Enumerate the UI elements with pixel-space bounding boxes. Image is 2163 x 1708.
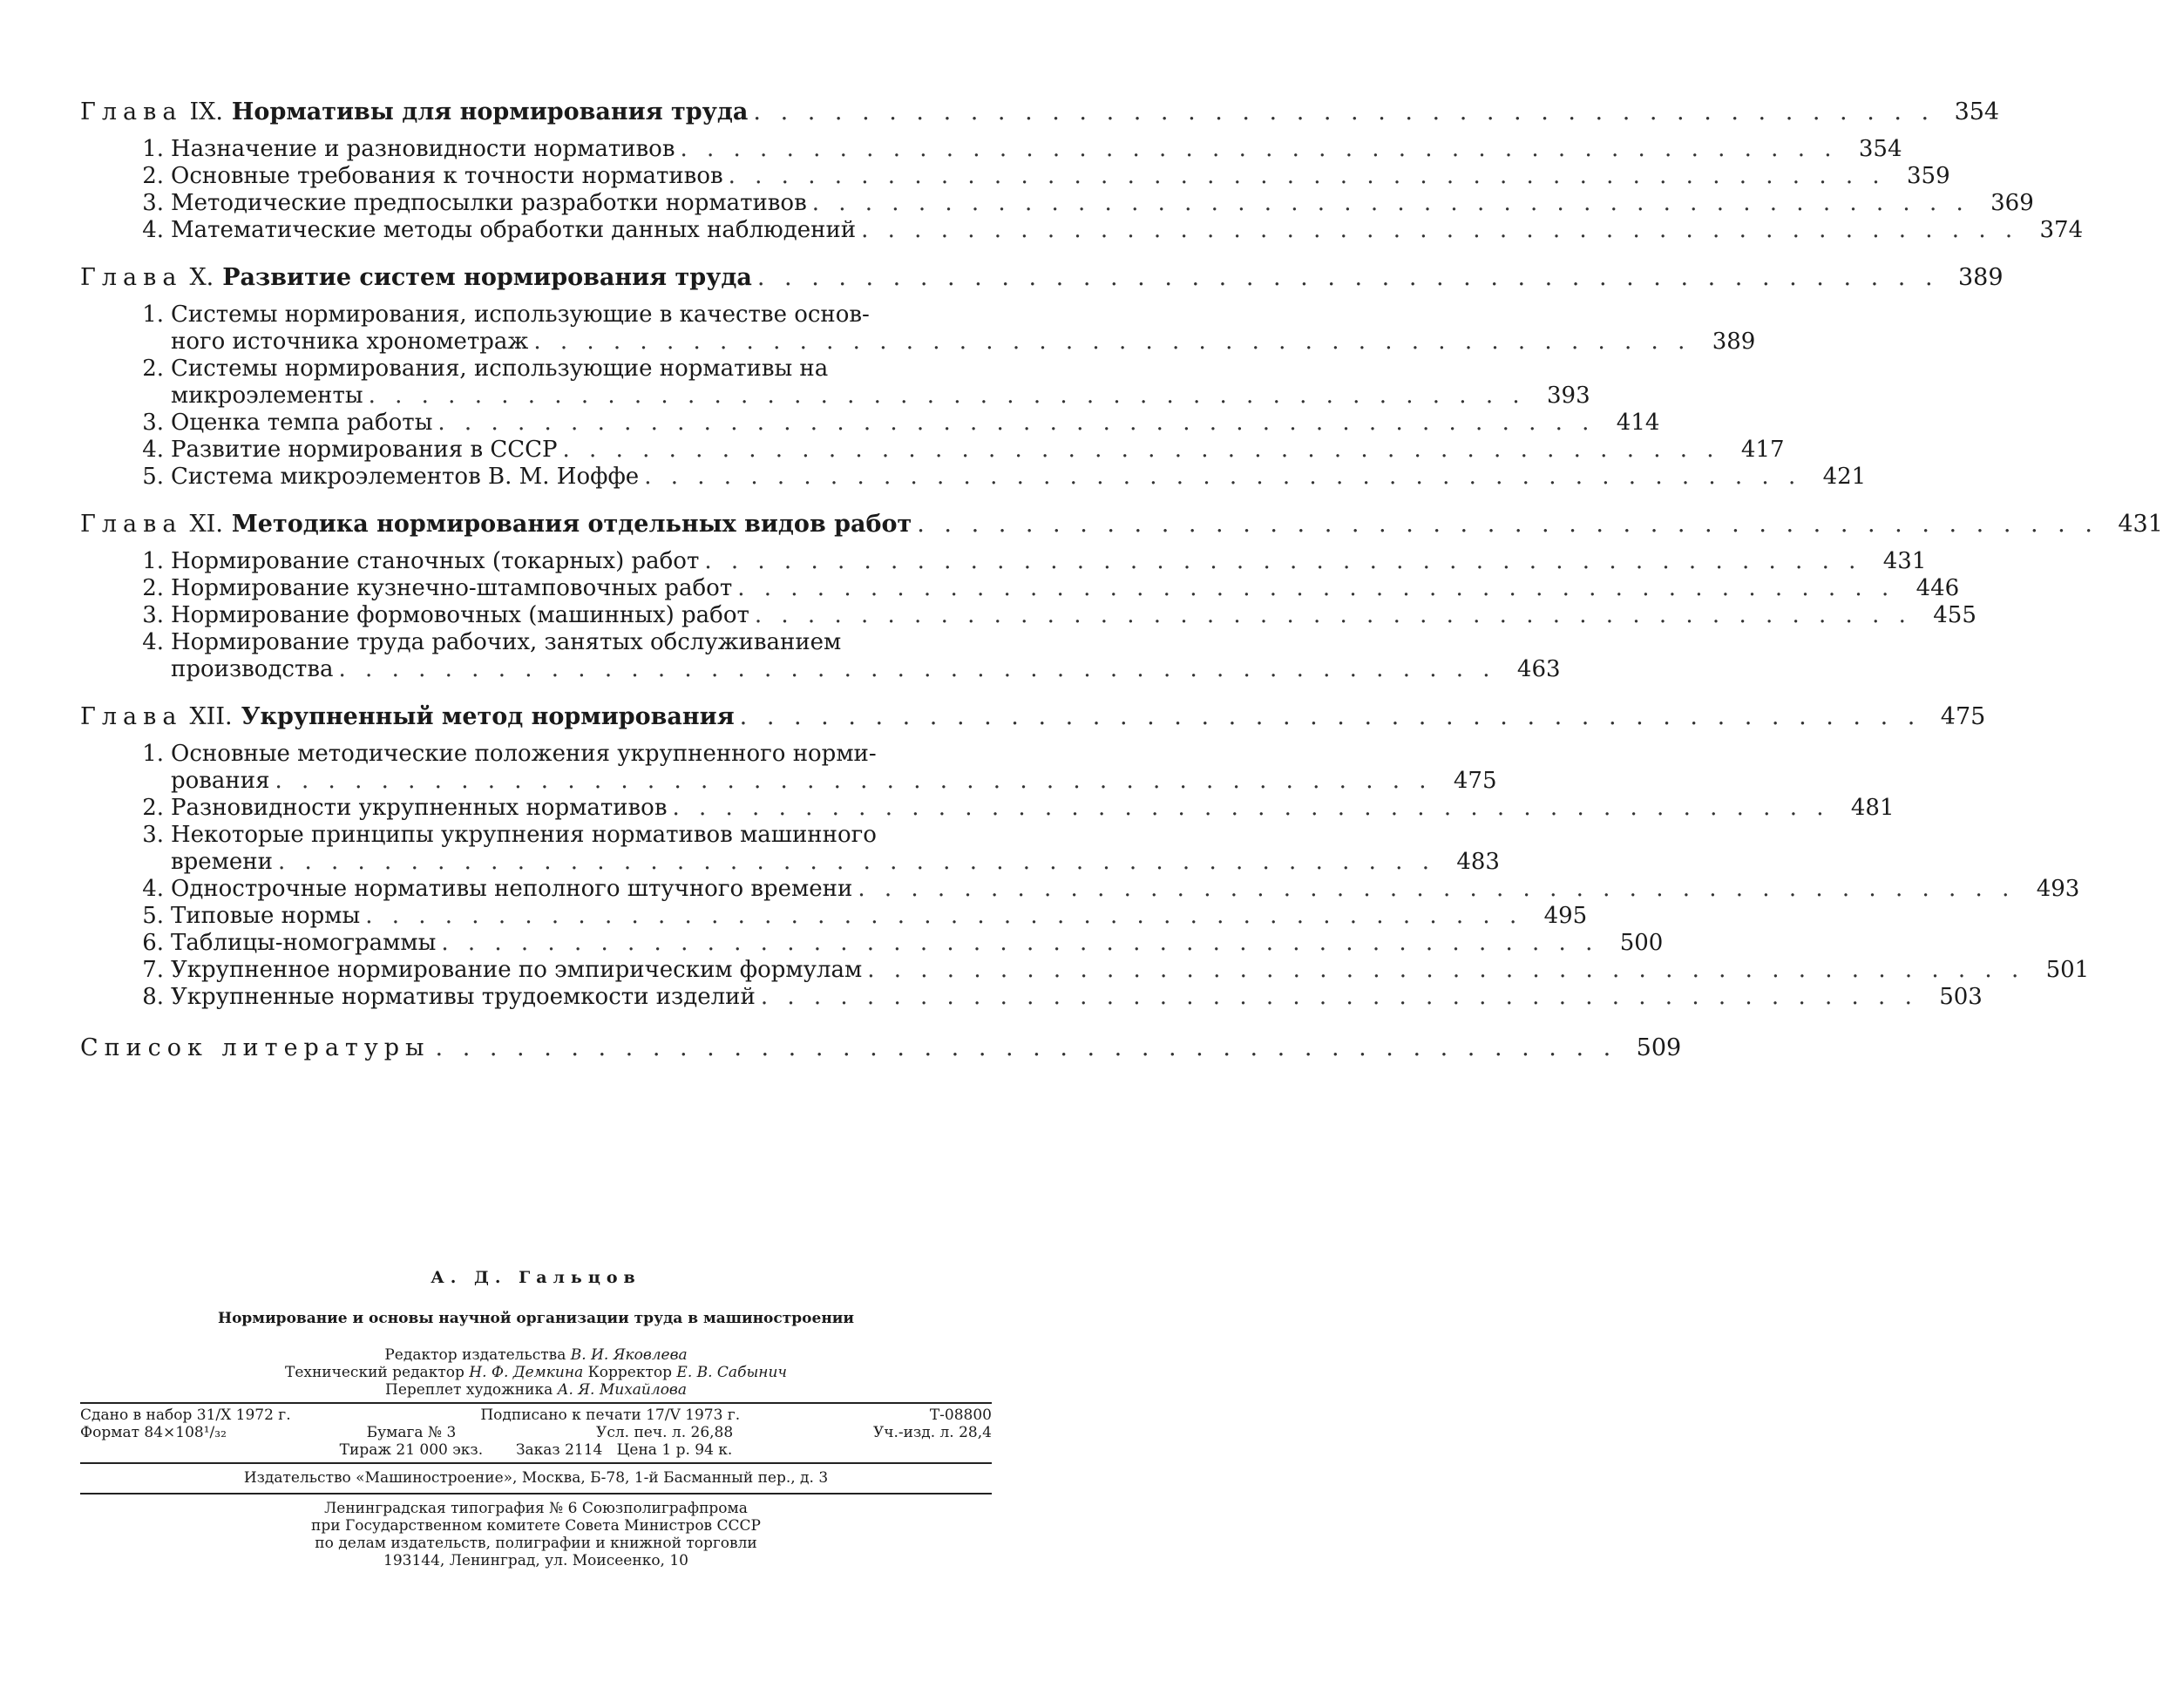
entry-text: Система микроэлементов В. М. Иоффе (171, 464, 640, 490)
toc-entry (80, 548, 1927, 575)
entry-first-line (80, 629, 992, 656)
entry-title (80, 548, 699, 575)
page-number: 389 (1712, 329, 1756, 355)
entry-title (80, 464, 639, 491)
dot-leader: . . . . . . . . . . . . . . . . . . . . . . . . . . . . . . . . . . . . . . . . . . . . (365, 903, 1523, 929)
entry-number: 3. (142, 822, 164, 848)
entry-text: Оценка темпа работы (171, 410, 433, 436)
page-number: 475 (1940, 703, 1986, 730)
entry-title (80, 957, 862, 984)
page-number: 500 (1619, 930, 1664, 956)
page-number: 501 (2045, 957, 2090, 983)
chapter-name: Методика нормирования отдельных видов работ (231, 511, 912, 538)
dot-leader: . . . . . . . . . . . . . . . . . . . . . . . . . . . . . . . . . . . . . . . . . . . . (858, 876, 2016, 902)
toc-entry (80, 984, 1983, 1011)
entry-number: 3. (142, 410, 164, 436)
entry-number: 2. (142, 163, 164, 189)
chapter-word: Глава (80, 264, 183, 291)
author-name: А. Д. Гальцов (431, 1268, 641, 1287)
dot-leader: . . . . . . . . . . . . . . . . . . . . . . . . . . . . . . . . . . . . . . . . . . . . (756, 264, 1939, 291)
dot-leader: . . . . . . . . . . . . . . . . . . . . . . . . . . . . . . . . . . . . . . . . . . . . (435, 1034, 1617, 1061)
toc-entry (80, 437, 1785, 464)
entry-text: Укрупненные нормативы трудоемкости изделий (171, 984, 756, 1010)
entry-number: 1. (142, 136, 164, 162)
toc-entry (80, 903, 1588, 930)
entry-title (80, 163, 723, 190)
entry-title (80, 984, 756, 1011)
dot-leader: . . . . . . . . . . . . . . . . . . . . . . . . . . . . . . . . . . . . . . . . . . . . (437, 410, 1596, 436)
entry-text: Нормирование формовочных (машинных) работ (171, 602, 749, 628)
toc-entry (80, 741, 1497, 795)
chapter-number: XI. (189, 511, 223, 538)
chapter-heading (80, 98, 2000, 127)
dot-leader: . . . . . . . . . . . . . . . . . . . . . . . . . . . . . . . . . . . . . . . . . . . . (737, 575, 1895, 601)
entry-title (80, 876, 852, 903)
dot-leader: . . . . . . . . . . . . . . . . . . . . . . . . . . . . . . . . . . . . . . . . . . . . (644, 464, 1802, 490)
entry-text: Типовые нормы (171, 903, 361, 929)
page-number: 455 (1933, 602, 1977, 628)
entry-last-line (80, 329, 1756, 356)
entry-last-line (80, 383, 1590, 410)
dot-leader: . . . . . . . . . . . . . . . . . . . . . . . . . . . . . . . . . . . . . . . . . . . . (338, 656, 1496, 682)
divider (80, 1462, 992, 1464)
entry-text: Нормирование станочных (токарных) работ (171, 548, 700, 574)
entry-number: 2. (142, 795, 164, 821)
toc-entry (80, 957, 2090, 984)
chapter-number: X. (189, 264, 214, 291)
entry-text: Основные требования к точности нормативов (171, 163, 723, 189)
toc-entry (80, 136, 1902, 163)
chapter-word: Глава (80, 703, 183, 730)
entry-number: 1. (142, 548, 164, 574)
chapter-heading (80, 263, 2004, 293)
publisher-line: Издательство «Машиностроение», Москва, Б-78, 1-й Басманный пер., д. 3 (243, 1469, 829, 1487)
entry-text: Некоторые принципы укрупнения нормативов машинного (171, 822, 877, 848)
entry-title (80, 930, 436, 957)
dot-leader: . . . . . . . . . . . . . . . . . . . . . . . . . . . . . . . . . . . . . . . . . . . . (754, 602, 1912, 628)
page-number: 414 (1616, 410, 1660, 436)
toc-entry (80, 795, 1895, 822)
entry-text: времени (171, 849, 273, 875)
entry-last-line (80, 849, 1500, 876)
page-number: 509 (1636, 1034, 1682, 1061)
page-number: 503 (1939, 984, 1983, 1010)
entry-text: ного источника хронометраж (171, 329, 529, 355)
dot-leader: . . . . . . . . . . . . . . . . . . . . . . . . . . . . . . . . . . . . . . . . . . . . (760, 984, 1918, 1010)
toc-entry (80, 410, 1660, 437)
entry-text: Однострочные нормативы неполного штучного времени (171, 876, 853, 902)
entry-title (80, 136, 675, 163)
page-number: 417 (1740, 437, 1785, 463)
chapter-block (80, 263, 2004, 491)
page-number: 493 (2036, 876, 2080, 902)
entry-text: Разновидности укрупненных нормативов (171, 795, 668, 821)
chapter-heading (80, 702, 1986, 732)
chapter-block (80, 98, 2084, 244)
entry-number: 3. (142, 190, 164, 216)
entry-number: 8. (142, 984, 164, 1010)
chapter-block (80, 702, 2090, 1011)
chapter-block (80, 510, 2163, 683)
toc-entry (80, 602, 1977, 629)
imprint (80, 1268, 992, 1569)
entry-number: 4. (142, 629, 164, 655)
entry-title (80, 602, 749, 629)
page-number: 431 (1882, 548, 1927, 574)
chapter-name: Развитие систем нормирования труда (222, 264, 752, 291)
editor-line: Редактор издательства В. И. Яковлева (384, 1346, 688, 1364)
page-number: 431 (2118, 511, 2163, 538)
entry-title (80, 437, 558, 464)
entry-number: 5. (142, 464, 164, 490)
dot-leader: . . . . . . . . . . . . . . . . . . . . . . . . . . . . . . . . . . . . . . . . . . . . (917, 511, 2099, 538)
entry-title (80, 217, 856, 244)
page-number: 374 (2039, 217, 2084, 243)
chapter-word: Глава (80, 98, 183, 125)
entry-text: Основные методические положения укрупненного норми- (171, 741, 877, 767)
entry-number: 4. (142, 437, 164, 463)
page-number: 369 (1990, 190, 2034, 216)
dot-leader: . . . . . . . . . . . . . . . . . . . . . . . . . . . . . . . . . . . . . . . . . . . . (811, 190, 1970, 216)
chapter-name: Нормативы для нормирования труда (231, 98, 749, 125)
page-number: 393 (1546, 383, 1590, 409)
entry-number: 2. (142, 575, 164, 601)
dot-leader: . . . . . . . . . . . . . . . . . . . . . . . . . . . . . . . . . . . . . . . . . . . . (753, 98, 1936, 125)
toc-entry (80, 464, 1867, 491)
dot-leader: . . . . . . . . . . . . . . . . . . . . . . . . . . . . . . . . . . . . . . . . . . . . (728, 163, 1886, 189)
printer-info: Ленинградская типография № 6 Союзполиграфпрома при Государственном комитете Совета Министров СССР по делам издательств, полиграфии и книжной торговли 193144, Ленинград, ул. Моисеенко, 10 (311, 1500, 761, 1569)
entry-number: 3. (142, 602, 164, 628)
dot-leader: . . . . . . . . . . . . . . . . . . . . . . . . . . . . . . . . . . . . . . . . . . . . (672, 795, 1830, 821)
entry-last-line (80, 768, 1497, 795)
page-number: 359 (1907, 163, 1950, 189)
entry-first-line (80, 356, 992, 383)
toc-entry (80, 822, 1500, 876)
chapter-heading (80, 510, 2163, 539)
entry-number: 4. (142, 217, 164, 243)
cover-artist-line: Переплет художника А. Я. Михайлова (385, 1381, 687, 1399)
entry-number: 1. (142, 302, 164, 328)
chapter-name: Укрупненный метод нормирования (241, 703, 735, 730)
divider (80, 1402, 992, 1404)
toc-entry (80, 356, 1590, 410)
page-number: 463 (1516, 656, 1561, 682)
book-title: Нормирование и основы научной организации труда в машиностроении (218, 1310, 854, 1327)
dot-leader: . . . . . . . . . . . . . . . . . . . . . . . . . . . . . . . . . . . . . . . . . . . . (441, 930, 1599, 956)
print-metadata: Сдано в набор 31/X 1972 г. Подписано к печати 17/V 1973 г. Т-08800 Формат 84×108¹/₃₂ Бумага № 3 Усл. печ. л. 26,88 Уч.-изд. л. 28,4 Тираж 21 000 экз. Заказ 2114 Цена 1 р. 94 к. (80, 1406, 992, 1459)
entry-number: 5. (142, 903, 164, 929)
toc-entry (80, 930, 1664, 957)
chapter-title (80, 702, 735, 732)
page-number: 495 (1543, 903, 1588, 929)
entry-first-line (80, 302, 992, 329)
entry-title (80, 903, 360, 930)
page-number: 481 (1850, 795, 1895, 821)
entry-number: 7. (142, 957, 164, 983)
chapter-number: XII. (189, 703, 233, 730)
entry-text: Таблицы-номограммы (171, 930, 437, 956)
divider (80, 1493, 992, 1494)
chapter-title (80, 263, 752, 293)
entry-text: рования (171, 768, 270, 794)
entry-text: Нормирование кузнечно-штамповочных работ (171, 575, 733, 601)
entry-text: Математические методы обработки данных наблюдений (171, 217, 857, 243)
dot-leader: . . . . . . . . . . . . . . . . . . . . . . . . . . . . . . . . . . . . . . . . . . . . (562, 437, 1720, 463)
dot-leader: . . . . . . . . . . . . . . . . . . . . . . . . . . . . . . . . . . . . . . . . . . . . (533, 329, 1692, 355)
entry-text: Назначение и разновидности нормативов (171, 136, 675, 162)
page-number: 421 (1822, 464, 1867, 490)
dot-leader: . . . . . . . . . . . . . . . . . . . . . . . . . . . . . . . . . . . . . . . . . . . . (739, 703, 1922, 730)
entry-title (80, 575, 732, 602)
entry-title (80, 190, 807, 217)
entry-text: Системы нормирования, использующие в качестве основ- (171, 302, 870, 328)
page-number: 446 (1916, 575, 1960, 601)
toc-entry (80, 575, 1960, 602)
dot-leader: . . . . . . . . . . . . . . . . . . . . . . . . . . . . . . . . . . . . . . . . . . . . (275, 768, 1433, 794)
dot-leader: . . . . . . . . . . . . . . . . . . . . . . . . . . . . . . . . . . . . . . . . . . . . (704, 548, 1862, 574)
page-number: 354 (1858, 136, 1902, 162)
toc-entry (80, 876, 2080, 903)
tech-editor-line: Технический редактор Н. Ф. Демкина Корректор Е. В. Сабынич (284, 1364, 788, 1381)
dot-leader: . . . . . . . . . . . . . . . . . . . . . . . . . . . . . . . . . . . . . . . . . . . . (861, 217, 2019, 243)
dot-leader: . . . . . . . . . . . . . . . . . . . . . . . . . . . . . . . . . . . . . . . . . . . . (277, 849, 1435, 875)
table-of-contents (80, 98, 2163, 1063)
entry-text: производства (171, 656, 334, 682)
page-number: 354 (1954, 98, 2000, 125)
entry-title (80, 795, 667, 822)
toc-entry (80, 302, 1756, 356)
page-number: 475 (1453, 768, 1497, 794)
entry-text: Методические предпосылки разработки нормативов (171, 190, 807, 216)
chapter-title (80, 98, 748, 127)
entry-text: Системы нормирования, использующие нормативы на (171, 356, 829, 382)
dot-leader: . . . . . . . . . . . . . . . . . . . . . . . . . . . . . . . . . . . . . . . . . . . . (680, 136, 1838, 162)
page-number: 483 (1456, 849, 1500, 875)
dot-leader: . . . . . . . . . . . . . . . . . . . . . . . . . . . . . . . . . . . . . . . . . . . . (867, 957, 2025, 983)
entry-number: 2. (142, 356, 164, 382)
chapter-word: Глава (80, 511, 183, 538)
literature-title: Список литературы (80, 1034, 431, 1061)
toc-entry (80, 629, 1561, 683)
literature-entry (80, 1034, 1682, 1063)
entry-first-line (80, 822, 992, 849)
chapter-title (80, 510, 912, 539)
toc-entry (80, 163, 1950, 190)
page-number: 389 (1958, 264, 2004, 291)
entry-first-line (80, 741, 992, 768)
toc-entry (80, 190, 2034, 217)
toc-entry (80, 217, 2084, 244)
entry-text: Развитие нормирования в СССР (171, 437, 558, 463)
entry-number: 4. (142, 876, 164, 902)
chapter-number: IX. (189, 98, 223, 125)
entry-text: Нормирование труда рабочих, занятых обслуживанием (171, 629, 842, 655)
entry-text: микроэлементы (171, 383, 363, 409)
entry-text: Укрупненное нормирование по эмпирическим формулам (171, 957, 863, 983)
entry-number: 1. (142, 741, 164, 767)
dot-leader: . . . . . . . . . . . . . . . . . . . . . . . . . . . . . . . . . . . . . . . . . . . . (368, 383, 1526, 409)
staff-credits (80, 1346, 992, 1399)
entry-title (80, 410, 432, 437)
entry-last-line (80, 656, 1561, 683)
entry-number: 6. (142, 930, 164, 956)
